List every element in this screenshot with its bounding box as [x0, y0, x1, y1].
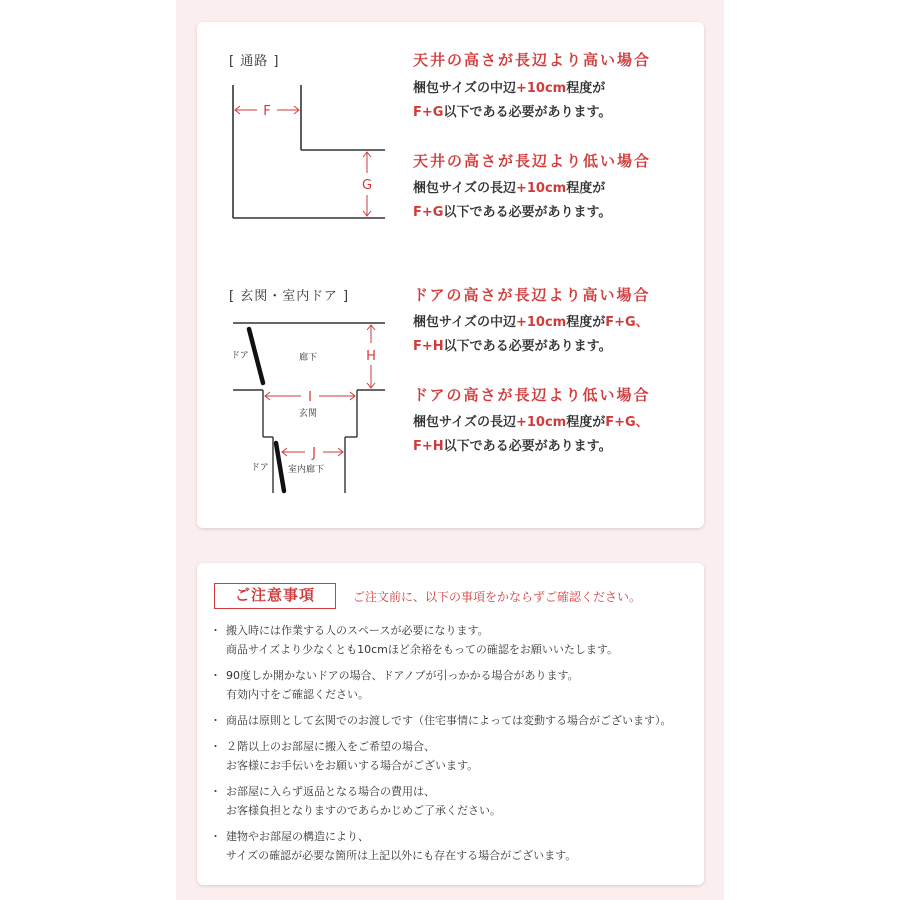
indoor-hallway-label: 室内廊下 [288, 465, 325, 475]
notice-list [212, 621, 697, 872]
entrance-case2-text: 梱包サイズの長辺+10cm程度がF+G、 F+H以下である必要があります。 [413, 415, 649, 454]
entrance-section-label: [ 玄関・室内ドア ] [229, 289, 350, 304]
entrance-label: 玄関 [299, 409, 318, 419]
door-label: ドア [231, 351, 249, 361]
list-item: ・ ２階以上のお部屋に搬入をご希望の場合、 お客様にお手伝いをお願いする場合がございます。 [212, 737, 697, 775]
list-item: ・ 建物やお部屋の構造により、 サイズの確認が必要な箇所は上記以外にも存在する場合がございます。 [212, 827, 697, 865]
f-dimension-label: F [263, 104, 271, 119]
entrance-case1-text: 梱包サイズの中辺+10cm程度がF+G、 F+H以下である必要があります。 [413, 315, 649, 354]
notice-title: ご注意事項 [214, 583, 336, 609]
entrance-case2-heading: ドアの高さが長辺より低い場合 [413, 386, 651, 404]
passage-section-label: [ 通路 ] [229, 54, 280, 69]
passage-case2-heading: 天井の高さが長辺より低い場合 [413, 152, 652, 170]
entrance-case1-heading: ドアの高さが長辺より高い場合 [413, 286, 651, 304]
passage-case1-heading: 天井の高さが長辺より高い場合 [413, 51, 652, 69]
list-item: ・ 搬入時には作業する人のスペースが必要になります。 商品サイズより少なくとも10cmほど余裕をもっての確認をお願いいたします。 [212, 621, 697, 659]
list-item: ・ 商品は原則として玄関でのお渡しです（住宅事情によっては変動する場合がございます）。 [212, 711, 697, 730]
passage-case2-text: 梱包サイズの長辺+10cm程度が F+G以下である必要があります。 [413, 181, 612, 220]
h-dimension-label: H [366, 349, 376, 364]
j-dimension-label: J [312, 446, 316, 461]
notice-subtitle: ご注文前に、以下の事項をかならずご確認ください。 [353, 590, 642, 604]
i-dimension-label: I [308, 390, 312, 405]
hallway-label: 廊下 [299, 353, 318, 363]
list-item: ・ 90度しか開かないドアの場合、ドアノブが引っかかる場合があります。 有効内寸をご確認ください。 [212, 666, 697, 704]
passage-case1-text: 梱包サイズの中辺+10cm程度が F+G以下である必要があります。 [413, 81, 612, 120]
passage-diagram [225, 85, 395, 225]
indoor-door-label: ドア [251, 463, 269, 473]
list-item: ・ お部屋に入らず返品となる場合の費用は、 お客様負担となりますのであらかじめご了承ください。 [212, 782, 697, 820]
g-dimension-label: G [361, 178, 373, 193]
entrance-diagram [225, 315, 395, 500]
